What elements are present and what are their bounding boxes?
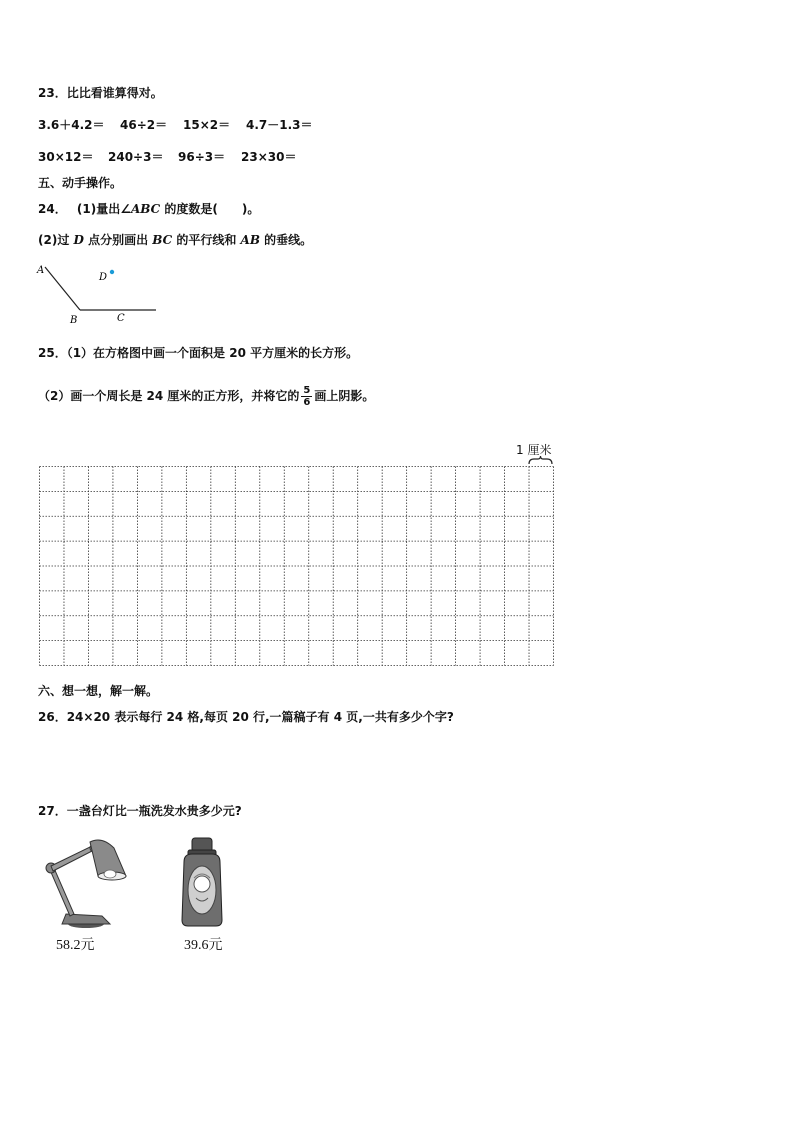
q23-expr: 240÷3＝ [108, 150, 164, 164]
q24-point-d-ref: D [73, 233, 84, 247]
section6-title: 六、想一想，解一解。 [38, 684, 159, 698]
label-a: A [37, 265, 45, 276]
q25-part2-tail: 画上阴影。 [314, 389, 375, 403]
q23-expr: 30×12＝ [38, 150, 94, 164]
q25-part2-text: （2）画一个周长是 24 厘米的正方形，并将它的 [38, 389, 300, 403]
q23-row1 [38, 116, 313, 133]
q24-part2-text: 的垂线。 [260, 233, 313, 247]
q24-part1-tail: 的度数是( )。 [160, 202, 260, 216]
label-b: B [70, 315, 78, 326]
q25-part1: 25．（1）在方格图中画一个面积是 20 平方厘米的长方形。 [38, 346, 359, 360]
q23-expr: 23×30＝ [241, 150, 297, 164]
section5-title: 五、动手操作。 [38, 176, 123, 190]
fraction-denominator: 6 [303, 397, 311, 408]
q24-part2 [38, 231, 312, 248]
point-d [110, 270, 114, 274]
q24-number: 24． [38, 202, 67, 216]
q24-part2-text: 的平行线和 [172, 233, 241, 247]
q24-line-ab-ref: AB [240, 233, 260, 247]
q23-expr: 46÷2＝ [120, 118, 168, 132]
q24-part1 [38, 200, 259, 217]
fraction-numerator: 5 [303, 385, 311, 396]
q24-line-bc-ref: BC [152, 233, 173, 247]
q23-title: 23．比比看谁算得对。 [38, 86, 163, 100]
q23-row2 [38, 148, 296, 165]
q23-expr: 96÷3＝ [178, 150, 226, 164]
q24-angle-name: ABC [130, 202, 161, 216]
q27-text: 27．一盏台灯比一瓶洗发水贵多少元? [38, 804, 242, 818]
q25-part2 [38, 378, 374, 414]
q26-text: 26．24×20 表示每行 24 格,每页 20 行,一篇稿子有 4 页,一共有多少个字? [38, 710, 454, 724]
angle-abc-figure [30, 258, 170, 330]
q23-expr: 3.6＋4.2＝ [38, 118, 105, 132]
q24-part1-text: (1)量出∠ [76, 202, 131, 216]
q23-expr: 15×2＝ [183, 118, 231, 132]
label-d: D [99, 272, 108, 283]
q23-expr: 4.7－1.3＝ [246, 118, 313, 132]
label-c: C [117, 313, 125, 324]
lamp-price: 58.2元 [56, 938, 95, 953]
ray-ba [45, 267, 80, 310]
bottle-price: 39.6元 [184, 938, 223, 953]
scale-brace-icon [528, 456, 554, 466]
desk-lamp-icon [40, 836, 132, 930]
shampoo-bottle-icon [178, 836, 228, 930]
square-grid[interactable] [39, 466, 554, 666]
q24-part2-text: (2)过 [38, 233, 74, 247]
fraction-five-sixths [301, 385, 312, 408]
q24-part2-text: 点分别画出 [83, 233, 153, 247]
scale-label: 1 厘米 [516, 443, 552, 457]
